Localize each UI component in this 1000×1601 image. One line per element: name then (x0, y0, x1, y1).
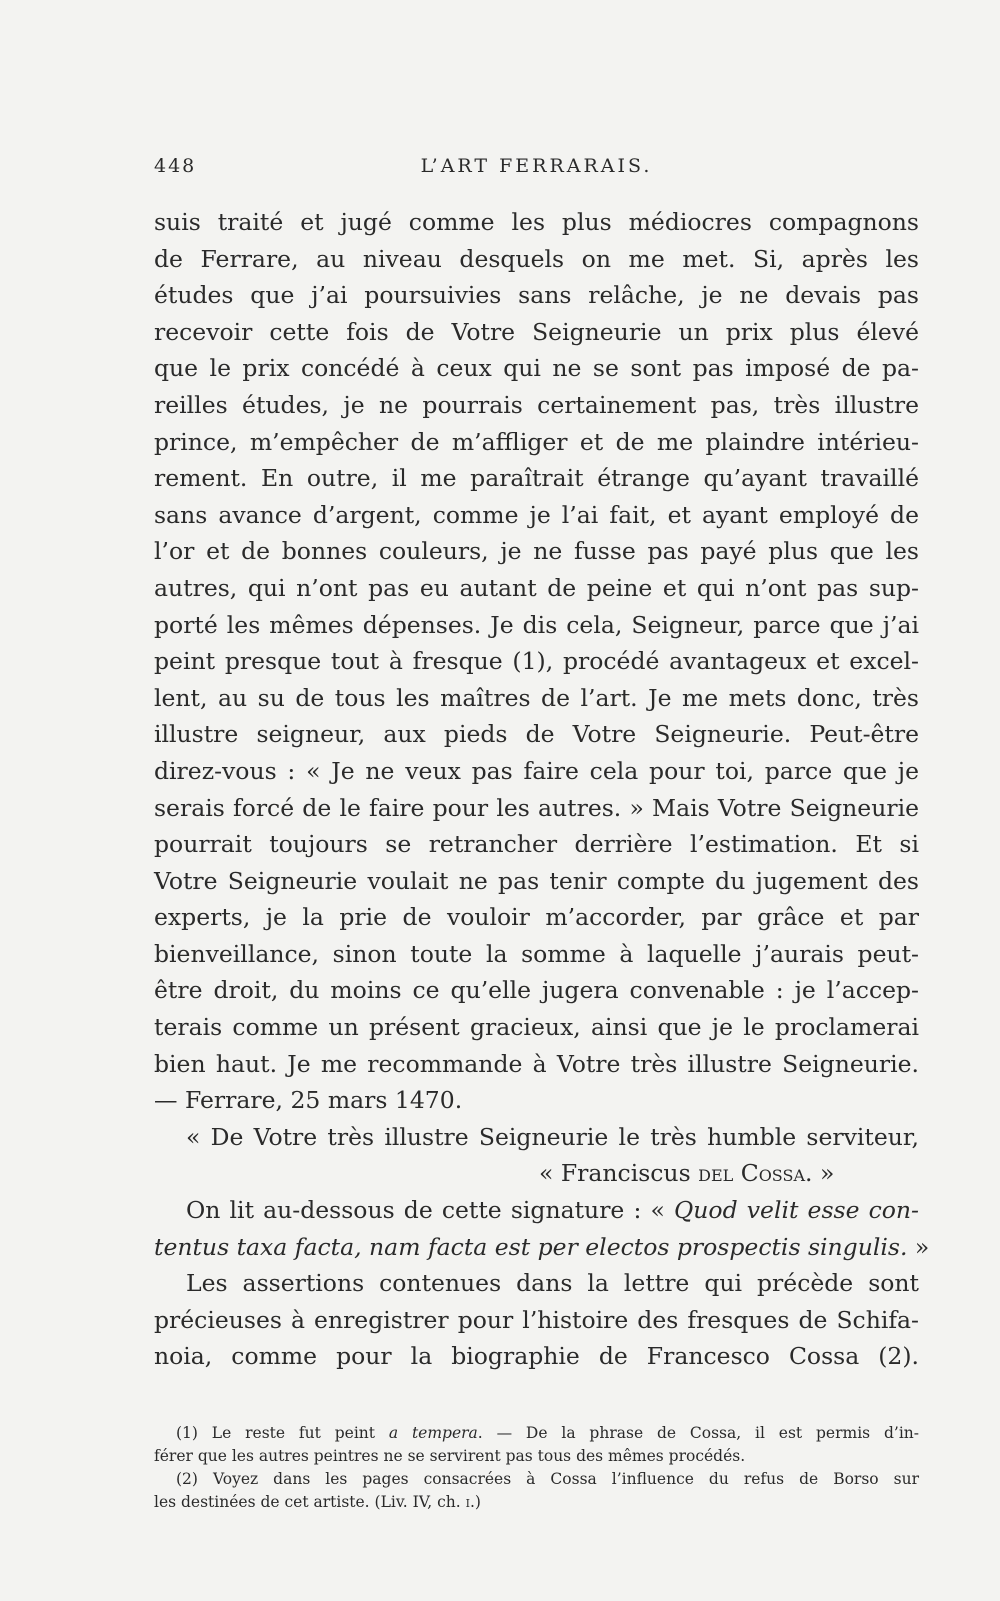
latin-text: Quod velit esse con- (674, 1196, 919, 1225)
text-line: l’or et de bonnes couleurs, je ne fusse pas payé plus que les (154, 537, 919, 566)
text-line: précieuses à enregistrer pour l’histoire des fresques de Schifa- (154, 1305, 919, 1334)
text-line: peint presque tout à fresque (1), procédé avantageux et excel- (154, 647, 919, 676)
text-line: noia, comme pour la biographie de Francesco Cossa (2). (154, 1342, 919, 1371)
text-line: bien haut. Je me recommande à Votre très illustre Seigneurie. (154, 1049, 919, 1078)
letter-signature (154, 1155, 919, 1192)
latin-text: tentus taxa facta, nam facta est per electos prospectis singulis. (154, 1232, 908, 1261)
text-line: pourrait toujours se retrancher derrière l’estimation. Et si (154, 830, 919, 859)
text-line: terais comme un présent gracieux, ainsi que je le proclamerai (154, 1013, 919, 1042)
footnote-1: (1) Le reste fut peint a tempera. — De la phrase de Cossa, il est permis d’in- (176, 1424, 920, 1442)
text-line: — Ferrare, 25 mars 1470. (154, 1086, 463, 1115)
running-title: L’ART FERRARAIS. (420, 155, 653, 177)
latin-intro: On lit au-dessous de cette signature : « (186, 1196, 675, 1225)
roman-numeral: i (465, 1493, 470, 1511)
text-line: reilles études, je ne pourrais certainement pas, très illustre (154, 390, 919, 419)
text-line: recevoir cette fois de Votre Seigneurie un prix plus élevé (154, 317, 919, 346)
text-line: illustre seigneur, aux pieds de Votre Seigneurie. Peut-être (154, 720, 919, 749)
footnote-2-cont: les destinées de cet artiste. (Liv. IV, ch. i.) (154, 1493, 481, 1511)
text-line: direz-vous : « Je ne veux pas faire cela pour toi, parce que je (154, 756, 919, 785)
body-text (154, 204, 930, 1375)
signature-prefix: « Franciscus (539, 1159, 699, 1188)
letter-closing: « De Votre très illustre Seigneurie le très humble serviteur, (186, 1122, 919, 1151)
latin-close: » (907, 1232, 930, 1261)
text-line: Les assertions contenues dans la lettre qui précède sont (186, 1269, 919, 1298)
text-line: être droit, du moins ce qu’elle jugera convenable : je l’accep- (154, 976, 919, 1005)
text-line: de Ferrare, au niveau desquels on me met. Si, après les (154, 244, 919, 273)
text-line: suis traité et jugé comme les plus médiocres compagnons (154, 208, 919, 236)
latin-quote-line-1 (154, 1192, 919, 1229)
text-line: lent, au su de tous les maîtres de l’art. Je me mets donc, très (154, 683, 919, 712)
text-line: porté les mêmes dépenses. Je dis cela, Seigneur, parce que j’ai (154, 610, 919, 639)
text-line: que le prix concédé à ceux qui ne se sont pas imposé de pa- (154, 354, 919, 383)
footnote-italic: a tempera (388, 1424, 478, 1442)
text-line: autres, qui n’ont pas eu autant de peine et qui n’ont pas sup- (154, 573, 919, 602)
footnote-2: (2) Voyez dans les pages consacrées à Cossa l’influence du refus de Borso sur (176, 1470, 919, 1488)
text-line: serais forcé de le faire pour les autres. » Mais Votre Seigneurie (154, 793, 919, 822)
text-line: rement. En outre, il me paraîtrait étrange qu’ayant travaillé (154, 464, 919, 493)
text-line: sans avance d’argent, comme je l’ai fait, et ayant employé de (154, 500, 919, 529)
running-head (154, 155, 919, 185)
signature-name: del Cossa (698, 1159, 806, 1188)
signature-suffix: . » (805, 1159, 835, 1188)
footnote-1-cont: férer que les autres peintres ne se servirent pas tous des mêmes procédés. (154, 1447, 746, 1465)
latin-quote-line-2 (154, 1229, 930, 1266)
text-line: Votre Seigneurie voulait ne pas tenir compte du jugement des (154, 866, 919, 895)
text-line: bienveillance, sinon toute la somme à laquelle j’aurais peut- (154, 939, 919, 968)
footnotes (154, 1422, 919, 1514)
page-number: 448 (154, 155, 197, 177)
text-line: experts, je la prie de vouloir m’accorder, par grâce et par (154, 903, 919, 932)
text-line: prince, m’empêcher de m’affliger et de me plaindre intérieu- (154, 427, 919, 456)
text-line: études que j’ai poursuivies sans relâche, je ne devais pas (154, 281, 919, 310)
